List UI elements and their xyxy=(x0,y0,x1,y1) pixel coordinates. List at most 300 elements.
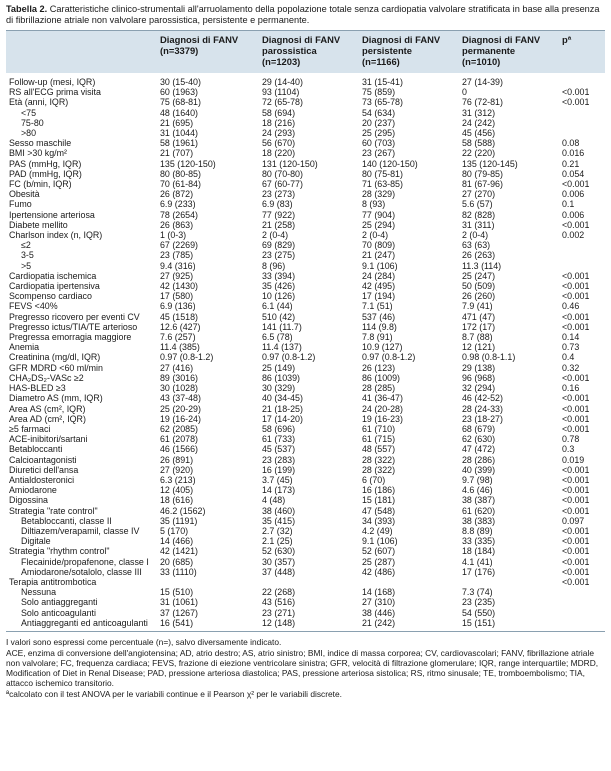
table-row xyxy=(6,281,605,291)
cell-permanent: 172 (17) xyxy=(462,321,496,332)
statistical-test-note: ªcalcolato con il test ANOVA per le variabili continue e il Pearson χ² per le variabili discrete. xyxy=(6,688,342,699)
cell-p-value: 0.3 xyxy=(562,444,575,455)
cell-persistent: 9.1 (106) xyxy=(362,260,398,271)
cell-p-value: <0.001 xyxy=(562,219,590,230)
column-header-line: parossistica xyxy=(262,45,317,56)
row-label: Diabete mellito xyxy=(9,219,68,230)
cell-p-value xyxy=(560,128,605,138)
table-row xyxy=(6,271,605,281)
cell-permanent: 15 (151) xyxy=(462,617,496,628)
cell-permanent: 4.6 (46) xyxy=(462,485,493,496)
cell-persistent: 0.97 (0.8-1.2) xyxy=(362,352,416,363)
table-row xyxy=(6,210,605,220)
cell-total: 46 (1566) xyxy=(160,444,198,455)
cell-persistent: 61 (710) xyxy=(362,423,396,434)
table-row xyxy=(6,148,605,158)
table-row xyxy=(6,475,605,485)
cell-paroxysmal: 510 (42) xyxy=(262,311,296,322)
cell-p-value xyxy=(560,261,605,271)
table-row xyxy=(6,291,605,301)
table-row xyxy=(6,485,605,495)
table-row xyxy=(6,587,605,597)
cell-persistent: 6 (70) xyxy=(362,474,386,485)
cell-permanent: 54 (550) xyxy=(462,607,496,618)
column-header-line: Diagnosi di FANV xyxy=(462,34,541,45)
cell-persistent: 34 (393) xyxy=(362,515,396,526)
table-row xyxy=(6,312,605,322)
cell-persistent: 24 (20-28) xyxy=(362,403,403,414)
cell-persistent: 23 (267) xyxy=(362,148,396,159)
cell-persistent: 19 (16-23) xyxy=(362,413,403,424)
row-label: Pregresso ictus/TIA/TE arterioso xyxy=(9,321,138,332)
cell-persistent: 10.9 (127) xyxy=(362,342,403,353)
cell-paroxysmal: 35 (426) xyxy=(262,281,296,292)
cell-permanent: 80 (79-85) xyxy=(462,168,503,179)
cell-total: 18 (616) xyxy=(160,495,194,506)
cell-paroxysmal: 21 (258) xyxy=(262,219,296,230)
cell-p-value xyxy=(560,73,605,87)
table-row xyxy=(6,526,605,536)
cell-p-value: <0.001 xyxy=(562,311,590,322)
table-row xyxy=(6,108,605,118)
row-label: Creatinina (mg/dl, IQR) xyxy=(9,352,101,363)
cell-total: 80 (80-85) xyxy=(160,168,201,179)
cell-paroxysmal: 0.97 (0.8-1.2) xyxy=(262,352,316,363)
cell-permanent: 31 (311) xyxy=(462,219,495,230)
cell-paroxysmal: 11.4 (137) xyxy=(262,342,302,353)
cell-persistent: 21 (242) xyxy=(362,617,396,628)
cell-total: 67 (2269) xyxy=(160,240,198,251)
cell-paroxysmal: 10 (126) xyxy=(262,291,296,302)
column-header xyxy=(260,31,360,74)
cell-paroxysmal: 52 (630) xyxy=(262,546,296,557)
cell-paroxysmal: 131 (120-150) xyxy=(262,158,318,169)
cell-p-value: <0.001 xyxy=(562,393,590,404)
cell-permanent: 29 (138) xyxy=(462,362,496,373)
row-label: Betabloccanti xyxy=(9,444,63,455)
cell-p-value: <0.001 xyxy=(562,464,590,475)
cell-p-value: <0.001 xyxy=(562,556,590,567)
row-label: Antiaggreganti ed anticoagulanti xyxy=(21,617,148,628)
row-label: GFR MDRD <60 ml/min xyxy=(9,362,103,373)
cell-p-value xyxy=(560,250,605,260)
cell-total: 0.97 (0.8-1.2) xyxy=(160,352,214,363)
cell-p-value: <0.001 xyxy=(562,372,590,383)
row-label: Strategia "rate control" xyxy=(9,505,98,516)
cell-total: 62 (2085) xyxy=(160,423,198,434)
cell-p-value: <0.001 xyxy=(562,87,590,98)
cell-total: 25 (20-29) xyxy=(160,403,201,414)
row-label: Charlson index (n, IQR) xyxy=(9,230,103,241)
cell-persistent: 7.8 (91) xyxy=(362,332,393,343)
row-label: FC (b/min, IQR) xyxy=(9,179,72,190)
cell-total: 1 (0-3) xyxy=(160,230,187,241)
cell-total: 45 (1518) xyxy=(160,311,198,322)
cell-persistent xyxy=(360,577,460,587)
cell-persistent: 75 (859) xyxy=(362,87,396,98)
cell-total: 42 (1421) xyxy=(160,546,198,557)
table-row xyxy=(6,240,605,250)
cell-permanent: 40 (399) xyxy=(462,464,496,475)
cell-persistent: 15 (181) xyxy=(362,495,396,506)
row-label: BMI >30 kg/m² xyxy=(9,148,67,159)
cell-p-value: <0.001 xyxy=(562,413,590,424)
cell-permanent: 81 (67-96) xyxy=(462,179,503,190)
row-label: ≤2 xyxy=(21,240,31,251)
table-row xyxy=(6,597,605,607)
cell-persistent: 73 (65-78) xyxy=(362,97,403,108)
cell-total: 27 (925) xyxy=(160,270,194,281)
cell-paroxysmal: 72 (65-78) xyxy=(262,97,303,108)
cell-paroxysmal: 4 (48) xyxy=(262,495,286,506)
table-row xyxy=(6,393,605,403)
cell-p-value: <0.001 xyxy=(562,179,590,190)
cell-total: 26 (891) xyxy=(160,454,194,465)
table-row xyxy=(6,404,605,414)
cell-total: 60 (1963) xyxy=(160,87,198,98)
cell-paroxysmal: 86 (1039) xyxy=(262,372,300,383)
cell-total: 31 (1061) xyxy=(160,597,198,608)
cell-paroxysmal: 67 (60-77) xyxy=(262,179,303,190)
table-row xyxy=(6,516,605,526)
cell-paroxysmal: 3.7 (45) xyxy=(262,474,293,485)
table-row xyxy=(6,546,605,556)
cell-p-value: 0.054 xyxy=(562,168,585,179)
cell-p-value: <0.001 xyxy=(562,536,590,547)
cell-paroxysmal: 22 (268) xyxy=(262,587,296,598)
row-label: Pregressa emorragia maggiore xyxy=(9,332,132,343)
cell-persistent: 70 (809) xyxy=(362,240,396,251)
cell-permanent: 38 (383) xyxy=(462,515,496,526)
cell-total xyxy=(158,577,260,587)
cell-paroxysmal: 30 (357) xyxy=(262,556,296,567)
column-header-line: (n=3379) xyxy=(160,45,199,56)
table-row xyxy=(6,577,605,587)
table-row xyxy=(6,424,605,434)
column-header-line: persistente xyxy=(362,45,413,56)
values-note: I valori sono espressi come percentuale (n=), salvo diversamente indicato. xyxy=(6,636,282,647)
cell-p-value xyxy=(560,108,605,118)
cell-persistent: 54 (634) xyxy=(362,107,396,118)
table-row xyxy=(6,189,605,199)
cell-permanent: 11.3 (114) xyxy=(462,260,502,271)
cell-persistent: 8 (93) xyxy=(362,199,386,210)
cell-permanent: 18 (184) xyxy=(462,546,496,557)
row-label: ≥5 farmaci xyxy=(9,423,51,434)
cell-total: 14 (466) xyxy=(160,536,194,547)
cell-permanent: 24 (242) xyxy=(462,117,496,128)
table-caption xyxy=(6,4,605,26)
row-label: RS all'ECG prima visita xyxy=(9,87,101,98)
cell-total: 7.6 (257) xyxy=(160,332,196,343)
cell-paroxysmal: 61 (733) xyxy=(262,434,296,445)
cell-permanent: 62 (630) xyxy=(462,434,496,445)
table-row xyxy=(6,383,605,393)
cell-permanent: 5.6 (57) xyxy=(462,199,493,210)
cell-persistent: 24 (284) xyxy=(362,270,396,281)
cell-paroxysmal: 16 (199) xyxy=(262,464,296,475)
row-label: PAD (mmHg, IQR) xyxy=(9,168,82,179)
cell-persistent: 26 (123) xyxy=(362,362,396,373)
cell-paroxysmal: 8 (96) xyxy=(262,260,286,271)
cell-paroxysmal: 58 (694) xyxy=(262,107,296,118)
cell-paroxysmal: 93 (1104) xyxy=(262,87,300,98)
cell-persistent: 17 (194) xyxy=(362,291,396,302)
cell-persistent: 28 (322) xyxy=(362,464,396,475)
cell-paroxysmal: 23 (283) xyxy=(262,454,296,465)
cell-total: 6.9 (136) xyxy=(160,301,196,312)
cell-p-value: <0.001 xyxy=(562,474,590,485)
cell-paroxysmal: 23 (271) xyxy=(262,607,296,618)
table-row xyxy=(6,506,605,516)
cell-paroxysmal: 21 (18-25) xyxy=(262,403,303,414)
cell-permanent: 28 (286) xyxy=(462,454,496,465)
cell-permanent: 33 (335) xyxy=(462,536,496,547)
cell-persistent: 9.1 (106) xyxy=(362,536,398,547)
cell-permanent: 9.7 (98) xyxy=(462,474,493,485)
cell-permanent: 8.8 (89) xyxy=(462,525,493,536)
cell-paroxysmal: 37 (448) xyxy=(262,566,296,577)
cell-p-value: 0.16 xyxy=(562,383,580,394)
cell-total: 135 (120-150) xyxy=(160,158,216,169)
row-label: Area AS (cm², IQR) xyxy=(9,403,86,414)
cell-p-value: 0.016 xyxy=(562,148,585,159)
cell-permanent: 50 (509) xyxy=(462,281,496,292)
cell-total: 75 (68-81) xyxy=(160,97,201,108)
cell-persistent: 27 (310) xyxy=(362,597,396,608)
cell-total: 17 (580) xyxy=(160,291,194,302)
cell-permanent: 68 (679) xyxy=(462,423,496,434)
cell-paroxysmal: 14 (173) xyxy=(262,485,296,496)
cell-p-value: <0.001 xyxy=(562,321,590,332)
cell-persistent: 77 (904) xyxy=(362,209,396,220)
cell-paroxysmal: 12 (148) xyxy=(262,617,296,628)
row-label: Fumo xyxy=(9,199,32,210)
cell-p-value: 0.21 xyxy=(562,158,580,169)
cell-persistent: 47 (548) xyxy=(362,505,396,516)
cell-total: 16 (541) xyxy=(160,617,194,628)
cell-paroxysmal: 33 (394) xyxy=(262,270,296,281)
cell-paroxysmal: 6.1 (44) xyxy=(262,301,293,312)
cell-p-value: <0.001 xyxy=(562,270,590,281)
row-label: Pregresso ricovero per eventi CV xyxy=(9,311,140,322)
cell-total: 30 (1028) xyxy=(160,383,198,394)
cell-total: 11.4 (385) xyxy=(160,342,200,353)
row-label: Diametro AS (mm, IQR) xyxy=(9,393,103,404)
cell-permanent: 7.9 (41) xyxy=(462,301,493,312)
row-label: <75 xyxy=(21,107,37,118)
cell-persistent: 80 (75-81) xyxy=(362,168,403,179)
cell-total: 37 (1267) xyxy=(160,607,198,618)
cell-total: 46.2 (1562) xyxy=(160,505,206,516)
cell-permanent: 27 (270) xyxy=(462,189,496,200)
column-header-line: (n=1166) xyxy=(362,56,400,67)
cell-persistent: 4.2 (49) xyxy=(362,525,393,536)
cell-p-value: <0.001 xyxy=(562,576,590,587)
cell-p-value: <0.001 xyxy=(562,281,590,292)
cell-paroxysmal: 18 (220) xyxy=(262,148,296,159)
cell-paroxysmal: 24 (293) xyxy=(262,128,296,139)
cell-persistent: 60 (703) xyxy=(362,138,396,149)
cell-permanent: 47 (472) xyxy=(462,444,496,455)
table-row xyxy=(6,220,605,230)
row-label: 75-80 xyxy=(21,117,44,128)
cell-permanent: 31 (312) xyxy=(462,107,496,118)
cell-permanent: 27 (14-39) xyxy=(462,77,503,87)
cell-permanent: 135 (120-145) xyxy=(462,158,518,169)
cell-persistent: 21 (247) xyxy=(362,250,396,261)
cell-paroxysmal: 43 (516) xyxy=(262,597,296,608)
table-row xyxy=(6,87,605,97)
cell-permanent: 23 (235) xyxy=(462,597,496,608)
column-header-line: Diagnosi di FANV xyxy=(160,34,239,45)
cell-permanent: 7.3 (74) xyxy=(462,587,493,598)
row-label: CHA₂DS₂-VASc ≥2 xyxy=(9,372,84,383)
cell-p-value xyxy=(560,618,605,632)
row-label: Flecainide/propafenone, classe I xyxy=(21,556,149,567)
row-label: Terapia antitrombotica xyxy=(9,576,97,587)
row-label: Cardiopatia ipertensiva xyxy=(9,281,100,292)
table-row xyxy=(6,230,605,240)
cell-total: 43 (37-48) xyxy=(160,393,201,404)
cell-p-value: <0.001 xyxy=(562,505,590,516)
cell-permanent: 22 (220) xyxy=(462,148,496,159)
cell-permanent: 76 (72-81) xyxy=(462,97,503,108)
cell-permanent: 82 (828) xyxy=(462,209,496,220)
cell-total: 35 (1191) xyxy=(160,515,198,526)
cell-p-value: <0.001 xyxy=(562,97,590,108)
table-header xyxy=(6,31,605,74)
table-row xyxy=(6,342,605,352)
table-row xyxy=(6,179,605,189)
cell-paroxysmal: 17 (14-20) xyxy=(262,413,303,424)
cell-p-value: <0.001 xyxy=(562,525,590,536)
cell-persistent: 38 (446) xyxy=(362,607,396,618)
cell-paroxysmal: 80 (70-80) xyxy=(262,168,303,179)
cell-p-value xyxy=(560,240,605,250)
cell-total: 5 (170) xyxy=(160,525,189,536)
table-row xyxy=(6,332,605,342)
cell-permanent: 0.98 (0.8-1.1) xyxy=(462,352,516,363)
cell-p-value: 0.002 xyxy=(562,230,585,241)
cell-total: 26 (872) xyxy=(160,189,194,200)
cell-p-value: 0.46 xyxy=(562,301,580,312)
cell-total: 15 (510) xyxy=(160,587,194,598)
row-label: Età (anni, IQR) xyxy=(9,97,69,108)
column-header xyxy=(360,31,460,74)
cell-paroxysmal: 35 (415) xyxy=(262,515,296,526)
row-label: PAS (mmHg, IQR) xyxy=(9,158,82,169)
cell-permanent xyxy=(460,577,560,587)
table-caption-text: Caratteristiche clinico-strumentali all'arruolamento della popolazione totale senza cardiopatia valvolare stratificata in base alla presenza di fibrillazione atriale non valvolare parossistica, persistente e permanente. xyxy=(6,4,600,25)
cell-permanent: 471 (47) xyxy=(462,311,496,322)
row-label: Solo anticoagulanti xyxy=(21,607,96,618)
cell-total: 19 (16-24) xyxy=(160,413,201,424)
row-label: HAS-BLED ≥3 xyxy=(9,383,66,394)
cell-paroxysmal: 23 (273) xyxy=(262,189,296,200)
cell-paroxysmal: 56 (670) xyxy=(262,138,296,149)
table-row xyxy=(6,434,605,444)
cell-persistent: 28 (285) xyxy=(362,383,396,394)
cell-permanent: 0 xyxy=(462,87,467,98)
cell-permanent: 4.1 (41) xyxy=(462,556,493,567)
cell-permanent: 38 (387) xyxy=(462,495,496,506)
cell-total: 21 (707) xyxy=(160,148,194,159)
cell-p-value: 0.4 xyxy=(562,352,575,363)
cell-permanent: 28 (24-33) xyxy=(462,403,503,414)
column-header-line: (n=1010) xyxy=(462,56,501,67)
cell-persistent: 61 (715) xyxy=(362,434,396,445)
cell-total: 27 (920) xyxy=(160,464,194,475)
data-table xyxy=(6,30,605,632)
cell-permanent: 17 (176) xyxy=(462,566,496,577)
cell-total: 6.3 (213) xyxy=(160,474,196,485)
cell-persistent: 2 (0-4) xyxy=(362,230,389,241)
row-label: Amiodarone/sotalolo, classe III xyxy=(21,566,142,577)
row-label: Scompenso cardiaco xyxy=(9,291,92,302)
cell-paroxysmal: 77 (922) xyxy=(262,209,296,220)
cell-p-value: <0.001 xyxy=(562,291,590,302)
cell-total: 70 (61-84) xyxy=(160,179,201,190)
cell-persistent: 114 (9.8) xyxy=(362,321,397,332)
cell-p-value: 0.78 xyxy=(562,434,580,445)
cell-p-value: 0.1 xyxy=(562,199,575,210)
cell-total: 33 (1110) xyxy=(160,566,197,577)
cell-persistent: 16 (186) xyxy=(362,485,396,496)
row-label: Diltiazem/verapamil, classe IV xyxy=(21,525,140,536)
cell-total: 6.9 (233) xyxy=(160,199,196,210)
cell-p-value: <0.001 xyxy=(562,566,590,577)
row-label: Obesità xyxy=(9,189,40,200)
table-row xyxy=(6,159,605,169)
table-row xyxy=(6,199,605,209)
cell-persistent: 25 (294) xyxy=(362,219,396,230)
row-label: Sesso maschile xyxy=(9,138,72,149)
row-label: Digossina xyxy=(9,495,48,506)
cell-persistent: 140 (120-150) xyxy=(362,158,418,169)
cell-p-value xyxy=(560,118,605,128)
cell-paroxysmal: 2 (0-4) xyxy=(262,230,289,241)
table-row xyxy=(6,618,605,632)
row-label: Nessuna xyxy=(21,587,57,598)
cell-total: 12 (405) xyxy=(160,485,194,496)
cell-p-value xyxy=(560,587,605,597)
row-label: Solo antiaggreganti xyxy=(21,597,98,608)
cell-permanent: 8.7 (88) xyxy=(462,332,493,343)
table-row xyxy=(6,73,605,87)
cell-paroxysmal: 69 (829) xyxy=(262,240,296,251)
cell-total: 78 (2654) xyxy=(160,209,198,220)
cell-total: 31 (1044) xyxy=(160,128,198,139)
table-row xyxy=(6,301,605,311)
column-header xyxy=(6,31,158,74)
cell-p-value: 0.097 xyxy=(562,515,585,526)
row-label: Ipertensione arteriosa xyxy=(9,209,95,220)
table-row xyxy=(6,118,605,128)
table-row xyxy=(6,465,605,475)
row-label: >80 xyxy=(21,128,37,139)
table-row xyxy=(6,557,605,567)
cell-p-value: 0.73 xyxy=(562,342,580,353)
table-number: Tabella 2. xyxy=(6,4,48,14)
table-row xyxy=(6,608,605,618)
cell-persistent: 52 (607) xyxy=(362,546,396,557)
table-row xyxy=(6,536,605,546)
row-label: Digitale xyxy=(21,536,51,547)
cell-total: 61 (2078) xyxy=(160,434,198,445)
row-label: Anemia xyxy=(9,342,40,353)
cell-permanent: 46 (42-52) xyxy=(462,393,503,404)
